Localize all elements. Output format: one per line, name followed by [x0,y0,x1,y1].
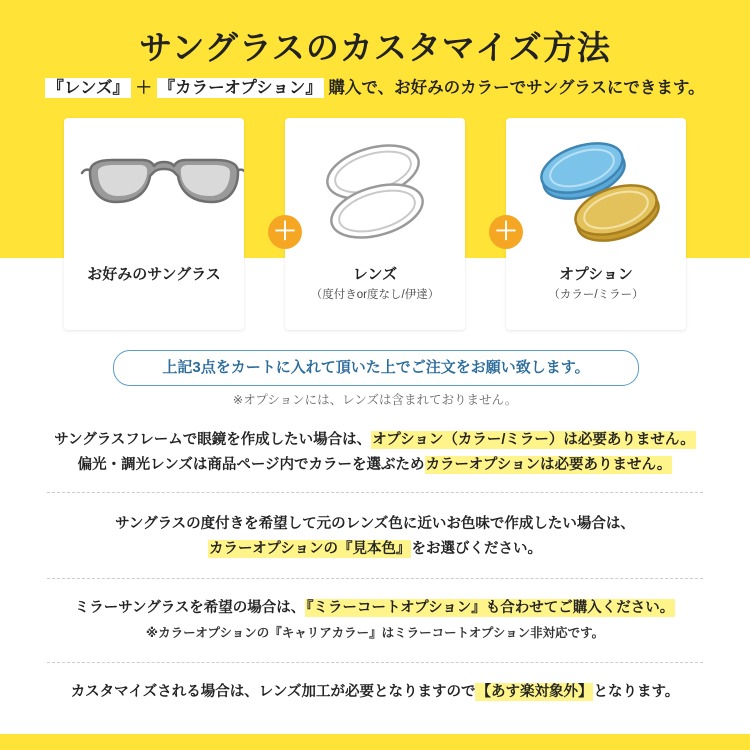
page-subtitle [0,74,750,98]
line-part: ※カラーオプションの『キャリアカラー』はミラーコートオプション非対応です。 [145,626,605,640]
divider [47,662,703,663]
line-part: 偏光・調光レンズは商品ページ内でカラーを選ぶため [77,457,425,473]
line-part-highlight: カラーオプションの『見本色』 [209,541,411,557]
cards-row [64,118,686,330]
subtitle-part-tail: 購入で、お好みのカラーでサングラスにできます。 [323,79,705,97]
color-option-icon [506,128,686,253]
option-note: ※オプションには、レンズは含まれておりません。 [232,393,518,407]
card-label-sunglasses: お好みのサングラス [87,266,221,283]
card-lens [285,118,465,330]
divider [47,492,703,493]
text-block-3 [47,596,703,646]
page-title: サングラスのカスタマイズ方法 [139,29,611,66]
text-line [47,621,703,646]
card-option [506,118,686,330]
line-part: サングラスの度付きを希望して元のレンズ色に近いお色味で作成したい場合は、 [115,516,635,532]
plus-icon-2: ＋ [489,215,523,249]
line-part: カスタマイズされる場合は、レンズ加工が必要となりますので [70,684,476,700]
line-part-highlight: 『ミラーコートオプション』も合わせてご購入ください。 [306,600,675,616]
plus-icon-1: ＋ [268,215,302,249]
line-part: ミラーサングラスを希望の場合は、 [74,600,306,616]
lens-icon [285,128,465,253]
card-sunglasses [64,118,244,330]
text-line [47,428,703,453]
line-part: をお選びください。 [411,541,542,557]
line-part: となります。 [593,684,680,700]
text-block-2 [47,512,703,562]
card-sub-lens: （度付きor度なし/伊達） [310,289,440,301]
line-part: サングラスフレームで眼鏡を作成したい場合は、 [54,432,372,448]
subtitle-part-lens: 『レンズ』 [47,79,129,97]
subtitle-part-color-option: 『カラーオプション』 [158,79,322,97]
text-block-4 [47,680,703,705]
text-line [47,512,703,537]
text-block-1 [47,428,703,478]
line-part-highlight: オプション（カラー/ミラー）は必要ありません。 [372,432,695,448]
card-label-option: オプション [559,266,633,283]
text-line [47,596,703,621]
bottom-stripe [0,734,750,750]
line-part-highlight: カラーオプションは必要ありません。 [425,457,672,473]
card-sub-option: （カラー/ミラー） [548,289,644,301]
text-line [47,680,703,705]
text-line [47,537,703,562]
subtitle-part-plus: ＋ [130,79,157,97]
card-label-lens: レンズ [352,266,398,283]
sunglasses-icon [64,128,244,253]
divider [47,578,703,579]
cart-instruction-pill: 上記3点をカートに入れて頂いた上でご注文をお願い致します。 [113,350,639,386]
line-part-highlight: 【あす楽対象外】 [476,684,593,700]
text-line [47,453,703,478]
